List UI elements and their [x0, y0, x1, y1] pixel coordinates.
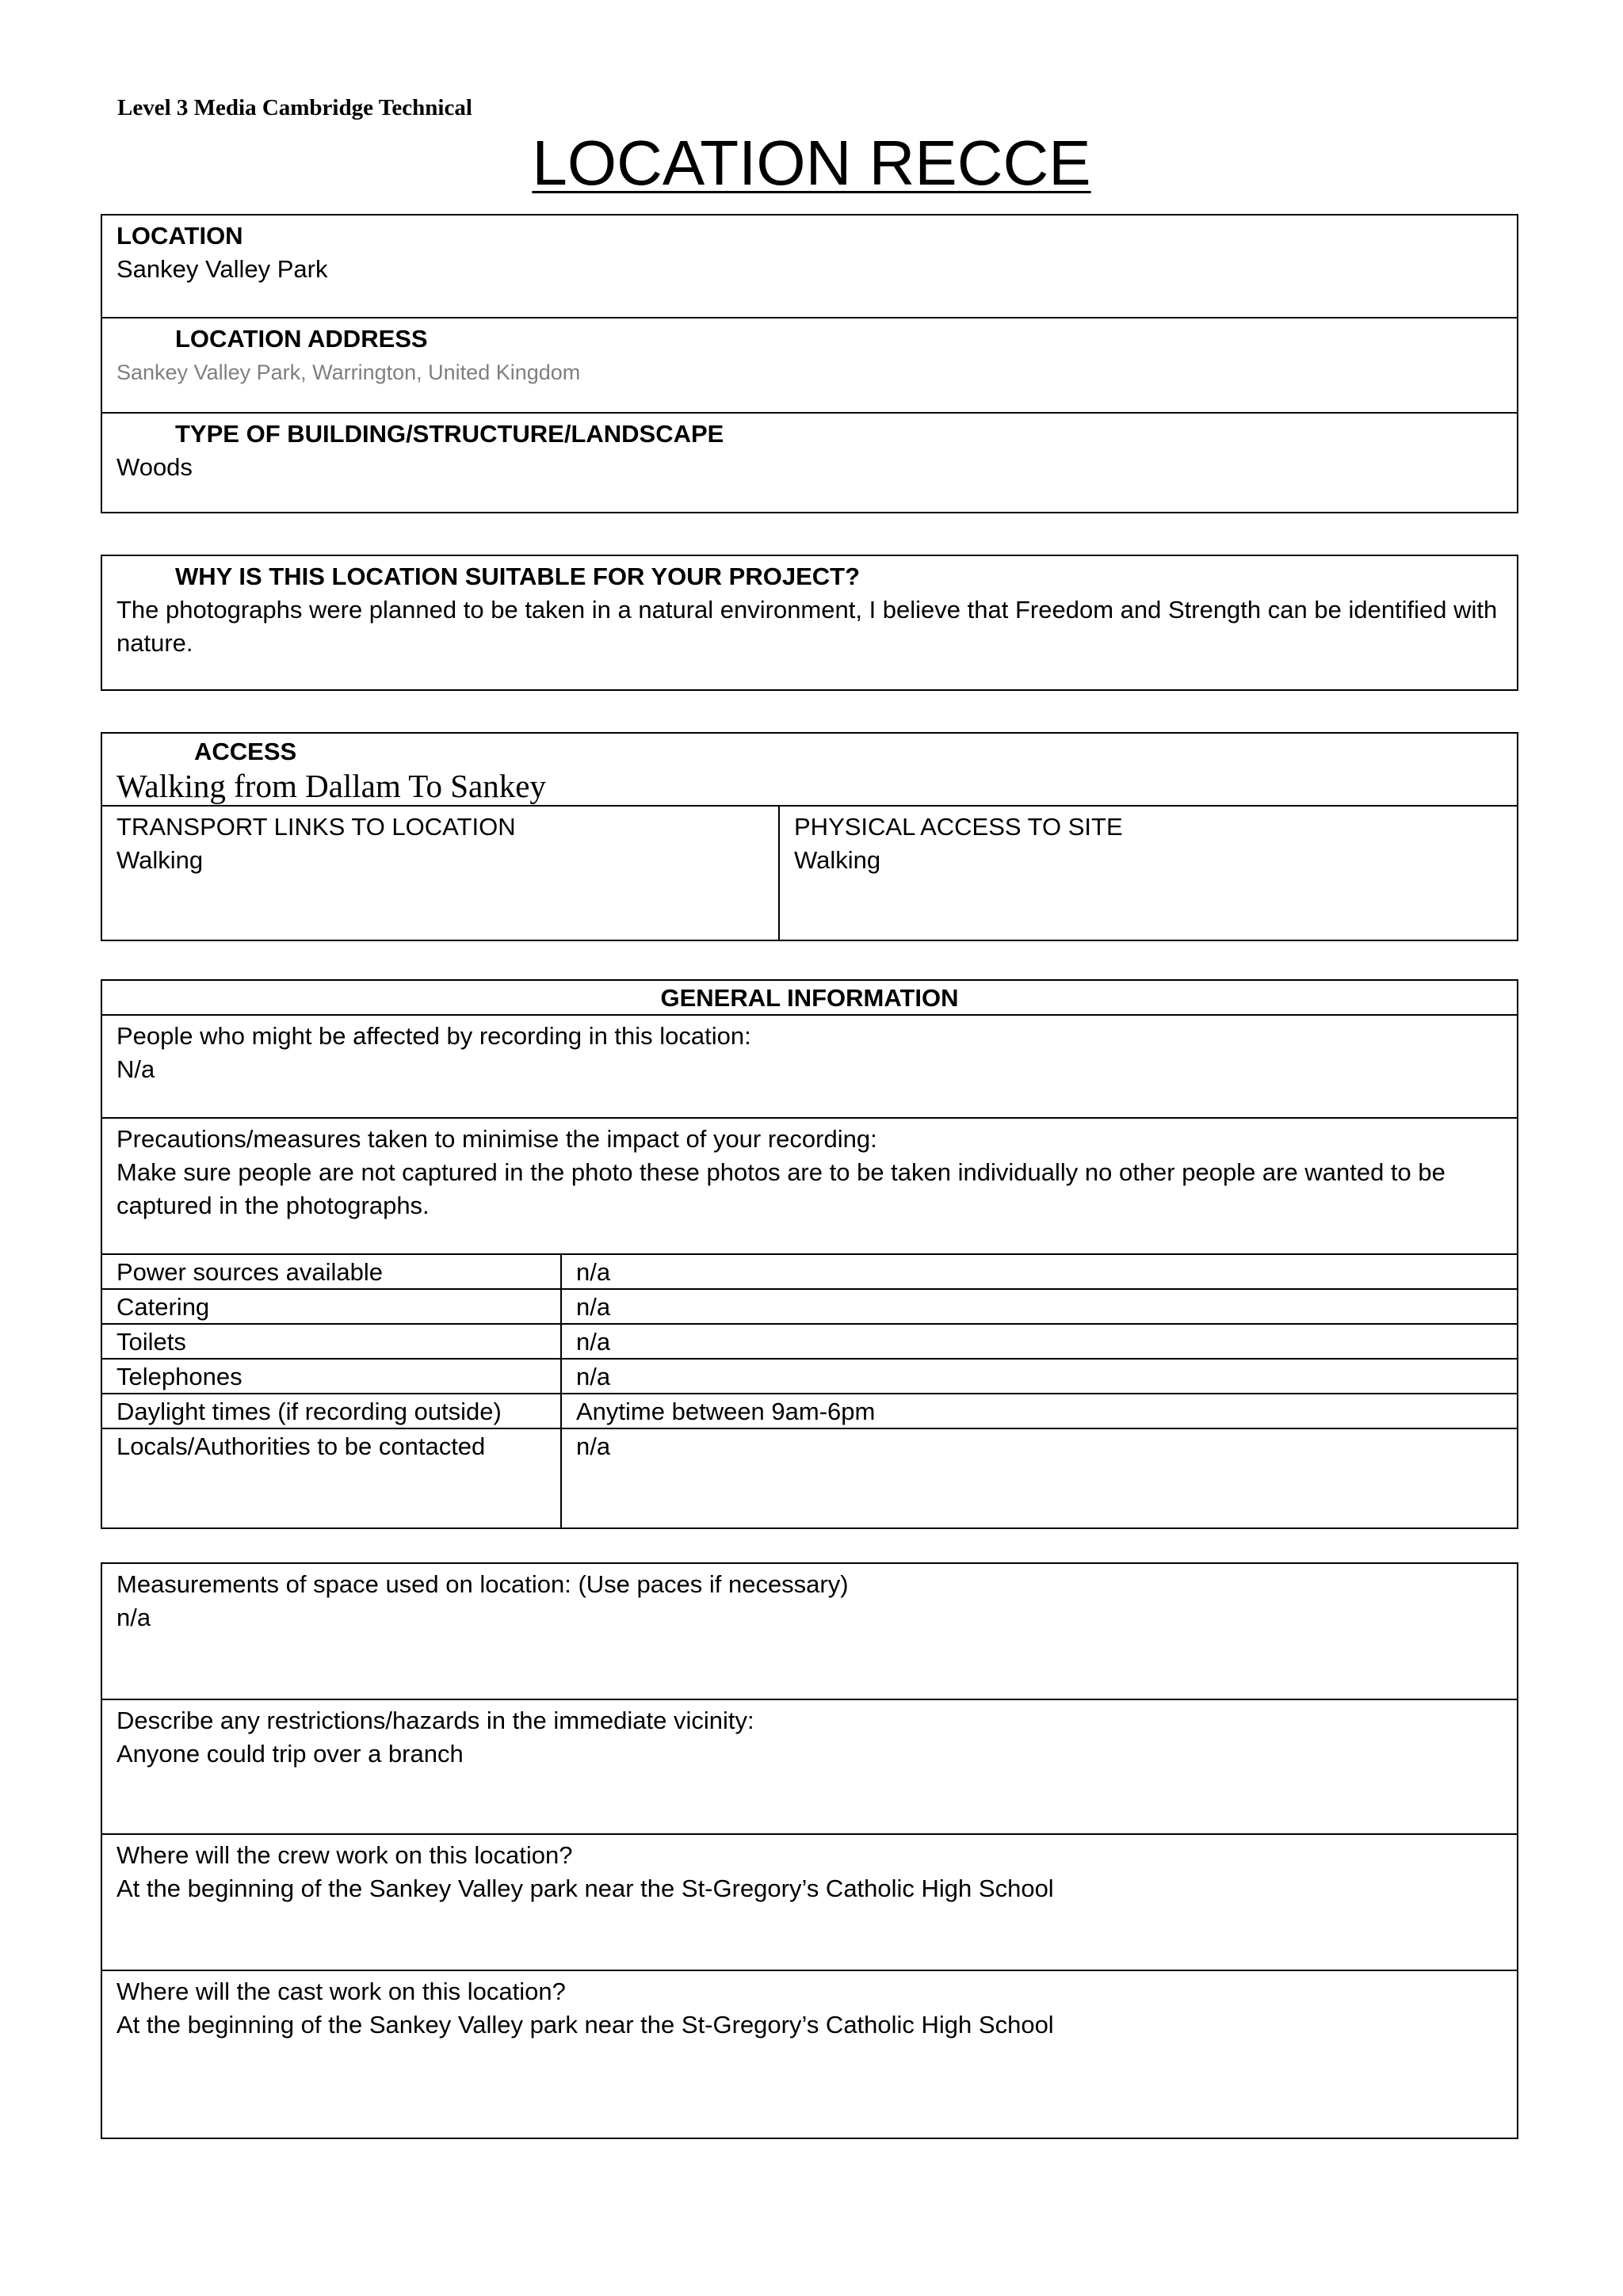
cast-row	[102, 1971, 1517, 2138]
info-key: Power sources available	[102, 1255, 562, 1288]
address-value: Sankey Valley Park, Warrington, United Kingdom	[116, 360, 581, 384]
transport-label: TRANSPORT LINKS TO LOCATION	[116, 813, 516, 841]
info-key: Catering	[102, 1290, 562, 1323]
info-value: n/a	[576, 1293, 611, 1321]
address-row	[102, 318, 1517, 414]
info-row	[102, 1429, 1517, 1529]
crew-row	[102, 1835, 1517, 1971]
location-row	[102, 215, 1517, 318]
general-info-box	[101, 979, 1518, 1529]
transport-cell	[102, 807, 780, 940]
info-value: n/a	[576, 1432, 611, 1460]
access-label: ACCESS	[194, 738, 297, 765]
crew-value: At the beginning of the Sankey Valley park near the St-Gregory’s Catholic High School	[116, 1875, 1054, 1902]
location-box	[101, 214, 1518, 513]
measurements-row	[102, 1564, 1517, 1700]
physical-access-label: PHYSICAL ACCESS TO SITE	[794, 813, 1123, 841]
info-key: Toilets	[102, 1325, 562, 1358]
precautions-row	[102, 1119, 1517, 1255]
type-row	[102, 414, 1517, 512]
info-value: n/a	[576, 1328, 611, 1356]
access-split-row	[102, 807, 1517, 940]
hazards-value: Anyone could trip over a branch	[116, 1740, 464, 1768]
measurements-value: n/a	[116, 1604, 151, 1631]
suitability-label: WHY IS THIS LOCATION SUITABLE FOR YOUR PROJECT?	[175, 563, 861, 590]
precautions-value: Make sure people are not captured in the photo these photos are to be taken individually no other people are wanted to be captured in the photographs.	[116, 1158, 1445, 1219]
page-title: LOCATION RECCE	[532, 128, 1091, 198]
suitability-box	[101, 555, 1518, 691]
info-key: Locals/Authorities to be contacted	[102, 1429, 562, 1529]
people-row	[102, 1016, 1517, 1119]
info-row	[102, 1255, 1517, 1290]
info-row	[102, 1325, 1517, 1360]
info-row	[102, 1360, 1517, 1394]
address-label: LOCATION ADDRESS	[175, 325, 428, 353]
hazards-row	[102, 1700, 1517, 1835]
physical-access-cell	[780, 807, 1517, 940]
measurements-label: Measurements of space used on location: (Use paces if necessary)	[116, 1570, 849, 1598]
general-info-heading: GENERAL INFORMATION	[102, 981, 1517, 1016]
info-value: Anytime between 9am-6pm	[576, 1398, 876, 1425]
transport-value: Walking	[116, 846, 204, 874]
crew-label: Where will the crew work on this location?	[116, 1841, 573, 1869]
location-value: Sankey Valley Park	[116, 255, 328, 283]
type-value: Woods	[116, 453, 193, 481]
location-label: LOCATION	[116, 222, 243, 250]
info-row	[102, 1394, 1517, 1429]
suitability-value: The photographs were planned to be taken in a natural environment, I believe that Freedom and Strength can be identified with nature.	[116, 596, 1498, 657]
physical-access-value: Walking	[794, 846, 881, 874]
info-key: Daylight times (if recording outside)	[102, 1394, 562, 1428]
access-value: Walking from Dallam To Sankey	[116, 768, 546, 804]
people-value: N/a	[116, 1055, 155, 1083]
people-label: People who might be affected by recording in this location:	[116, 1022, 751, 1050]
type-label: TYPE OF BUILDING/STRUCTURE/LANDSCAPE	[175, 420, 724, 448]
suitability-row	[102, 556, 1517, 664]
details-box	[101, 1562, 1518, 2139]
info-row	[102, 1290, 1517, 1325]
access-box	[101, 732, 1518, 941]
access-row	[102, 734, 1517, 807]
info-value: n/a	[576, 1363, 611, 1390]
course-header: Level 3 Media Cambridge Technical	[117, 95, 472, 120]
cast-value: At the beginning of the Sankey Valley park near the St-Gregory’s Catholic High School	[116, 2011, 1054, 2039]
info-key: Telephones	[102, 1360, 562, 1393]
precautions-label: Precautions/measures taken to minimise the impact of your recording:	[116, 1125, 877, 1153]
info-value: n/a	[576, 1258, 611, 1286]
hazards-label: Describe any restrictions/hazards in the immediate vicinity:	[116, 1707, 754, 1734]
cast-label: Where will the cast work on this location?	[116, 1978, 566, 2005]
